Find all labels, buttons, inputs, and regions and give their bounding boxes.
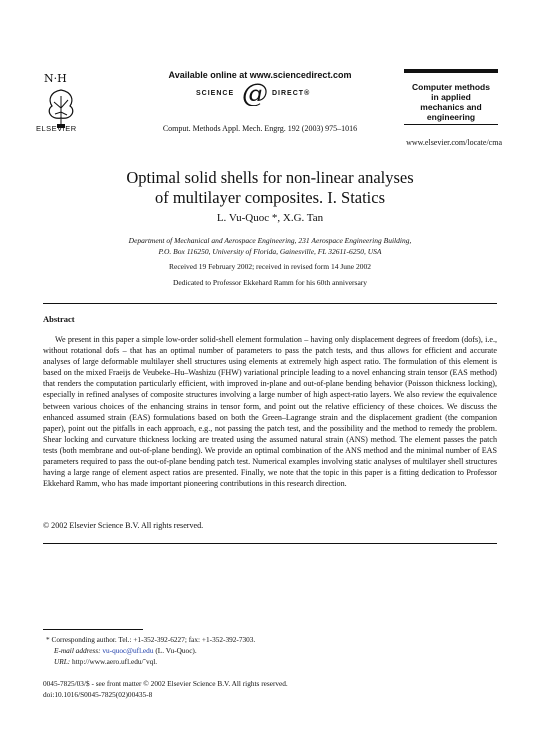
- journal-box-title: [404, 82, 498, 122]
- corresponding-author-note: * Corresponding author. Tel.: +1-352-392-6227; fax: +1-352-392-7303.: [46, 635, 256, 644]
- affiliation-line: Department of Mechanical and Aerospace Engineering, 231 Aerospace Engineering Building,: [128, 236, 412, 245]
- front-matter: [43, 678, 483, 700]
- elsevier-tree-logo: [40, 70, 82, 130]
- journal-reference: Comput. Methods Appl. Mech. Engrg. 192 (2003) 975–1016: [162, 124, 358, 133]
- footnote-rule: [43, 629, 143, 630]
- available-online-text[interactable]: Available online at www.sciencedirect.com: [168, 70, 352, 80]
- journal-url-link[interactable]: www.elsevier.com/locate/cma: [406, 138, 502, 147]
- author-url-link[interactable]: http://www.aero.ufl.edu/˜vql.: [72, 657, 158, 666]
- journal-box-line: Computer methods: [412, 82, 490, 92]
- title-line: Optimal solid shells for non-linear analyses: [126, 168, 414, 187]
- footnotes: [46, 634, 486, 667]
- journal-box-line: in applied: [431, 92, 471, 102]
- issn-line: 0045-7825/03/$ - see front matter © 2002 Elsevier Science B.V. All rights reserved.: [43, 679, 288, 688]
- publisher-name: ELSEVIER: [36, 124, 77, 133]
- abstract-copyright: © 2002 Elsevier Science B.V. All rights reserved.: [43, 521, 204, 530]
- article-authors: L. Vu-Quoc *, X.G. Tan: [216, 212, 324, 224]
- sciencedirect-left: SCIENCE: [196, 90, 235, 97]
- journal-box-line: engineering: [426, 112, 476, 122]
- email-link[interactable]: vu-quoc@ufl.edu: [102, 646, 154, 655]
- journal-box-bottom-rule: [404, 124, 498, 125]
- abstract-body: We present in this paper a simple low-order solid-shell element formulation – having only displacement degrees of freedom (dofs), i.e., without rotational dofs – that has an optimal number of parameters to pass the patch tests, and thus allows for efficient and accurate analyses of large deformable multilayer shell structures using elements at extremely high aspect ratio. The formulation of this element is based on the mixed Fraeijs de Veubeke–Hu–Washizu (FHW) variational principle leading to a novel enhancing strain tensor (EAS method) that renders the computation particularly efficient, with improved in-plane and out-of-plane bending behavior (Poisson thickness locking), especially in refined analyses of composite structures involving a large number of high aspect-ratio layers. We also review the equivalence between various choices of the enhancing strains in tensor form, and point out the relative efficiency of these choices. We discuss the enhanced assumed strain (EAS) formulations based on both the Green–Lagrange strain and the displacement gradient (the companion paper), point out the pitfalls in each approach, e.g., not passing the patch test, and the possibility and the method to remedy the problem. Shear locking and curvature thickness locking are treated using the assumed natural strain (ANS) method. The element passes the patch tests (both membrane and out-of-plane bending). We provide an optimal combination of the ANS method and the minimal number of EAS parameters required to pass the out-of-plane bending patch test. Numerical examples involving static analyses of multilayer shell structures having a large range of element aspect ratios are presented. Finally, we note that the topic in this paper is a fitting dedication to Professor Ekkehard Ramm, who has made important pioneering contributions in this research direction.: [43, 335, 497, 489]
- journal-box-top-rule: [404, 69, 498, 73]
- url-label: URL:: [54, 657, 71, 666]
- sciencedirect-right: DIRECT®: [272, 90, 311, 97]
- abstract-top-rule: [43, 303, 497, 304]
- sciencedirect-at-icon: [240, 80, 268, 106]
- journal-box-line: mechanics and: [420, 102, 482, 112]
- svg-text:N·H: N·H: [44, 72, 67, 85]
- author-affiliation: [90, 236, 450, 257]
- article-title: [70, 168, 470, 208]
- affiliation-line: P.O. Box 116250, University of Florida, Gainesville, FL 32611-6250, USA: [158, 246, 382, 256]
- email-suffix: (L. Vu-Quoc).: [155, 646, 197, 655]
- title-line: of multilayer composites. I. Statics: [154, 188, 386, 207]
- received-dates: Received 19 February 2002; received in revised form 14 June 2002: [168, 262, 372, 271]
- svg-text:@: @: [242, 80, 268, 106]
- email-label: E-mail address:: [54, 646, 101, 655]
- abstract-bottom-rule: [43, 543, 497, 544]
- doi-line[interactable]: doi:10.1016/S0045-7825(02)00435-8: [43, 690, 153, 699]
- url-note: [46, 656, 486, 667]
- abstract-heading: Abstract: [43, 314, 75, 324]
- email-note: [46, 645, 486, 656]
- dedication: Dedicated to Professor Ekkehard Ramm for his 60th anniversary: [172, 278, 368, 287]
